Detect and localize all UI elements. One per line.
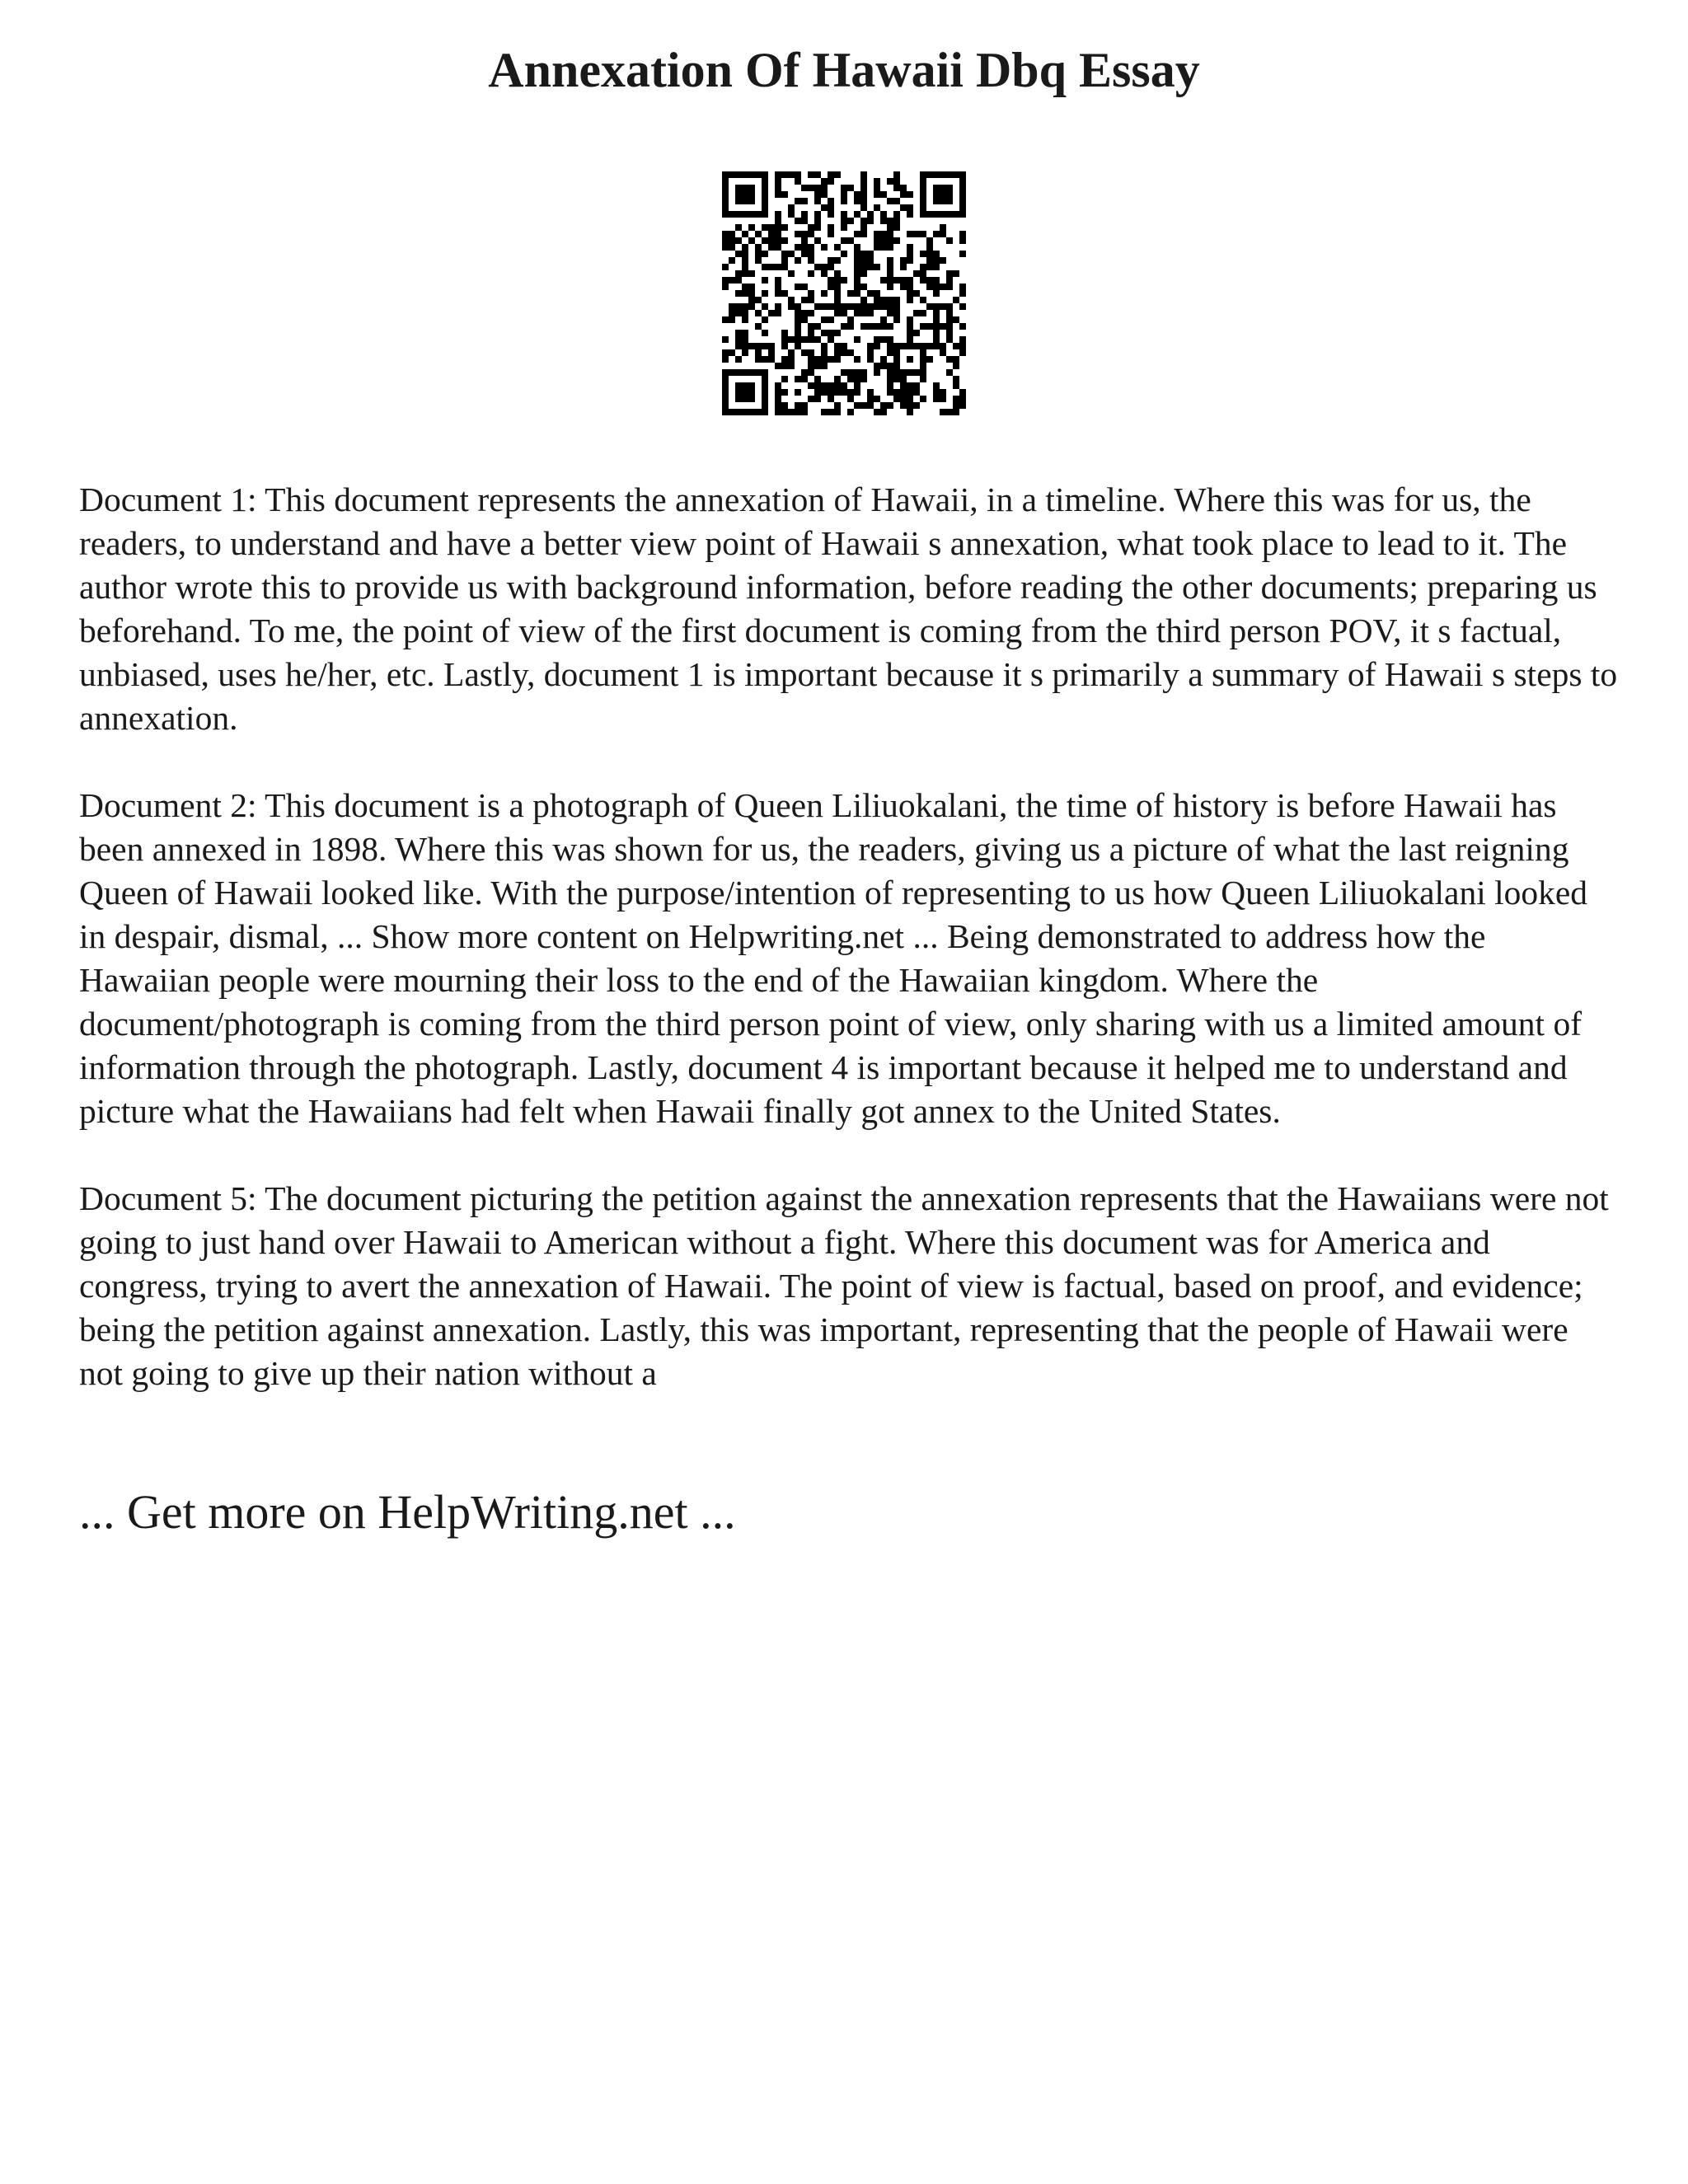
essay-body — [79, 478, 1620, 1439]
paragraph-document-2: Document 2: This document is a photograph of Queen Liliuokalani, the time of history is before Hawaii has been annexed in 1898. Where this was shown for us, the readers, giving us a picture of what the last reigning Queen of Hawaii looked like. With the purpose/intention of representing to us how Queen Liliuokalani looked in despair, dismal, ... Show more content on Helpwriting.net ... Being demonstrated to address how the Hawaiian people were mourning their loss to the end of the Hawaiian kingdom. Where the document/photograph is coming from the third person point of view, only sharing with us a limited amount of information through the photograph. Lastly, document 4 is important because it helped me to understand and picture what the Hawaiians had felt when Hawaii finally got annex to the United States. — [79, 786, 1588, 1130]
qr-code-icon[interactable] — [722, 171, 966, 415]
get-more-link[interactable]: ... Get more on HelpWriting.net ... — [79, 1485, 736, 1539]
paragraph-document-5: Document 5: The document picturing the petition against the annexation represents that the Hawaiians were not going to just hand over Hawaii to American without a fight. Where this document was for America and congress, trying to avert the annexation of Hawaii. The point of view is factual, based on proof, and evidence; being the petition against annexation. Lastly, this was important, representing that the people of Hawaii were not going to give up their nation without a — [79, 1179, 1609, 1392]
page-title: Annexation Of Hawaii Dbq Essay — [488, 43, 1200, 97]
paragraph-document-1: Document 1: This document represents the annexation of Hawaii, in a timeline. Where this was for us, the readers, to understand and have a better view point of Hawaii s annexation, what took place to lead to it. The author wrote this to provide us with background information, before reading the other documents; preparing us beforehand. To me, the point of view of the first document is coming from the third person POV, it s factual, unbiased, uses he/her, etc. Lastly, document 1 is important because it s primarily a summary of Hawaii s steps to annexation. — [79, 480, 1618, 737]
